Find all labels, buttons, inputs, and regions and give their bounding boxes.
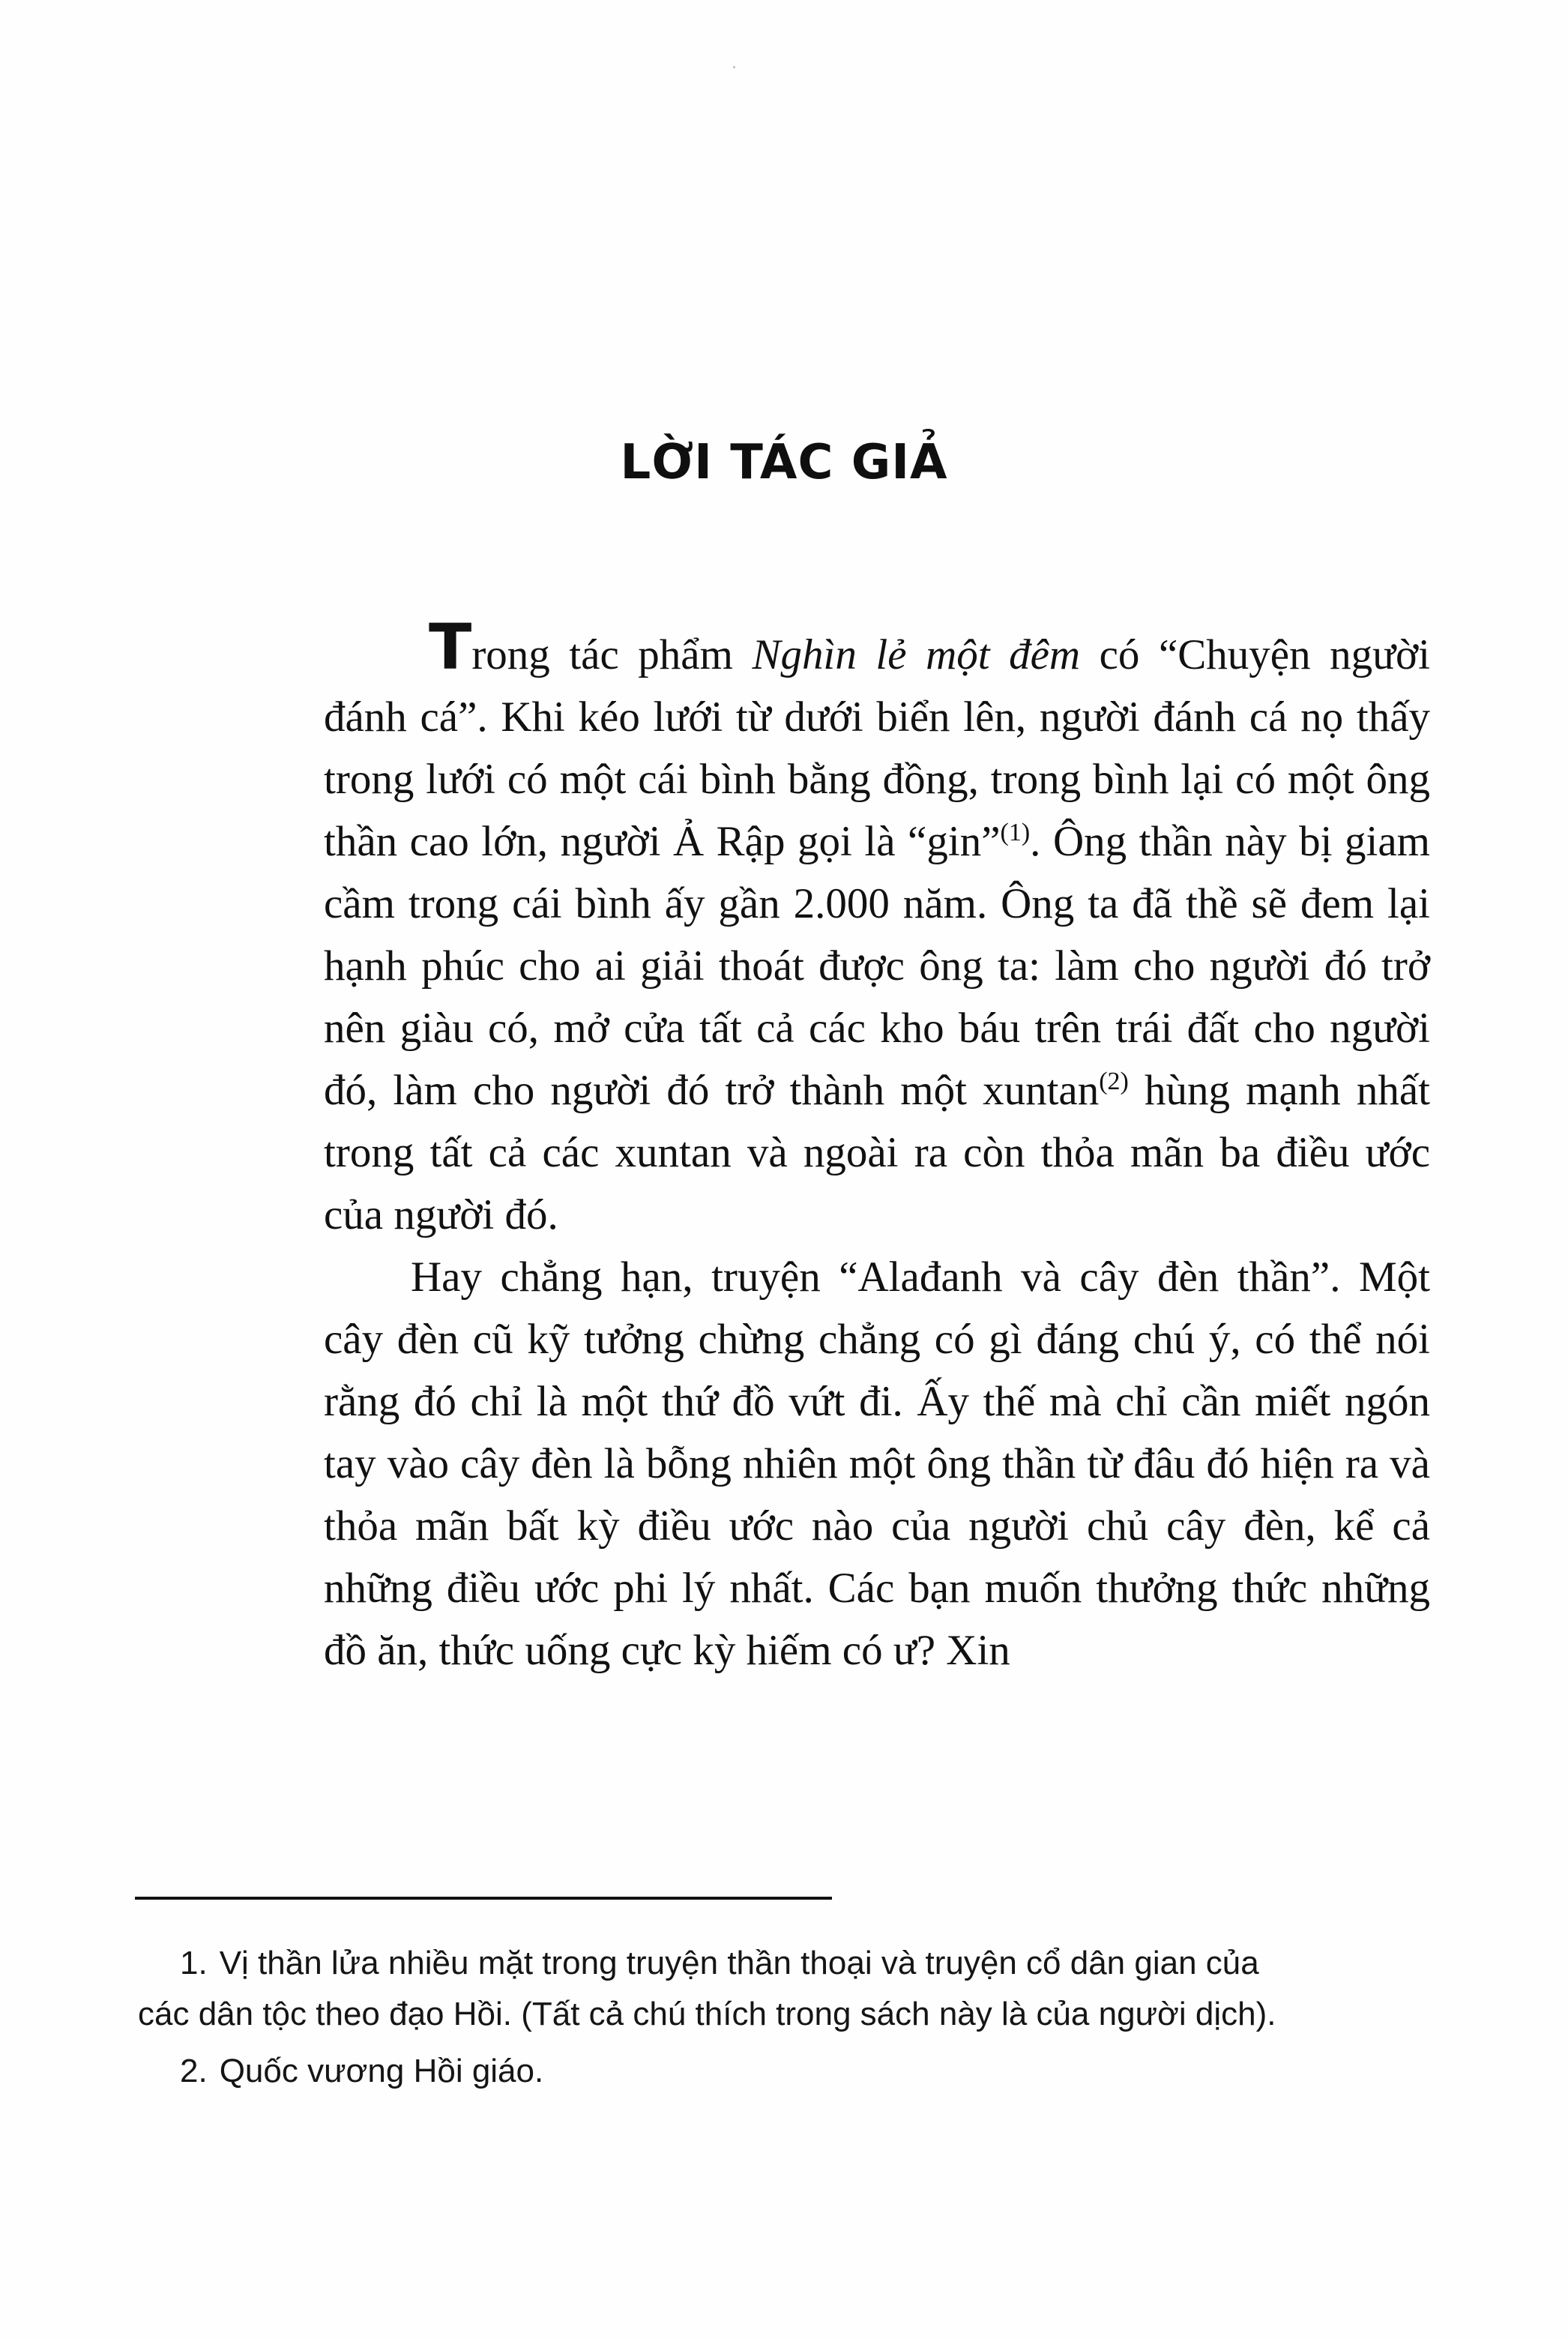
footnote-text-continued: các dân tộc theo đạo Hồi. (Tất cả chú thích trong sách này là của người dịch). [138, 1996, 1276, 2032]
paragraph-1-part-4: hùng mạnh nhất trong tất cả các xuntan và ngoài ra còn thỏa mãn ba điều ước của người đó. [324, 1067, 1430, 1238]
paragraph-1-part-1: rong tác phẩm [471, 631, 753, 678]
footnote-divider [135, 1897, 832, 1900]
footnote-number: 1. [180, 1945, 208, 1981]
footnote-text: Quốc vương Hồi giáo. [219, 2053, 544, 2089]
book-title-italic: Nghìn lẻ một đêm [752, 631, 1081, 678]
footnote-2 [180, 2046, 1447, 2097]
footnote-text: Vị thần lửa nhiều mặt trong truyện thần thoại và truyện cổ dân gian của [219, 1945, 1259, 1981]
paragraph-2: Hay chẳng hạn, truyện “Alađanh và cây đèn thần”. Một cây đèn cũ kỹ tưởng chừng chẳng có gì đáng chú ý, có thể nói rằng đó chỉ là một thứ đồ vứt đi. Ấy thế mà chỉ cần miết ngón tay vào cây đèn là bỗng nhiên một ông thần từ đâu đó hiện ra và thỏa mãn bất kỳ điều ước nào của người chủ cây đèn, kể cả những điều ước phi lý nhất. Các bạn muốn thưởng thức những đồ ăn, thức uống cực kỳ hiếm có ư? Xin [324, 1253, 1430, 1674]
page-title: LỜI TÁC GIẢ [620, 435, 948, 490]
footnote-1 [138, 1938, 1447, 2040]
scan-speck [733, 66, 735, 68]
footnote-ref-1: (1) [1000, 819, 1031, 846]
footnotes [138, 1938, 1447, 2103]
paragraph-1-part-2: có “Chuyện người đánh cá”. Khi kéo lưới từ dưới biển lên, người đánh cá nọ thấy trong lưới có một cái bình bằng đồng, trong bình lại có một ông thần cao lớn, người Ả Rập gọi là “gin” [324, 631, 1430, 865]
drop-cap: T [429, 610, 472, 684]
paragraph-1-part-3: . Ông thần này bị giam cầm trong cái bình ấy gần 2.000 năm. Ông ta đã thề sẽ đem lại hạnh phúc cho ai giải thoát được ông ta: làm cho người đó trở nên giàu có, mở cửa tất cả các kho báu trên trái đất cho người đó, làm cho người đó trở thành một xuntan [324, 818, 1430, 1114]
paragraph-1 [324, 610, 1430, 1246]
footnote-ref-2: (2) [1099, 1068, 1129, 1095]
body-text [324, 610, 1430, 1682]
footnote-number: 2. [180, 2053, 208, 2089]
